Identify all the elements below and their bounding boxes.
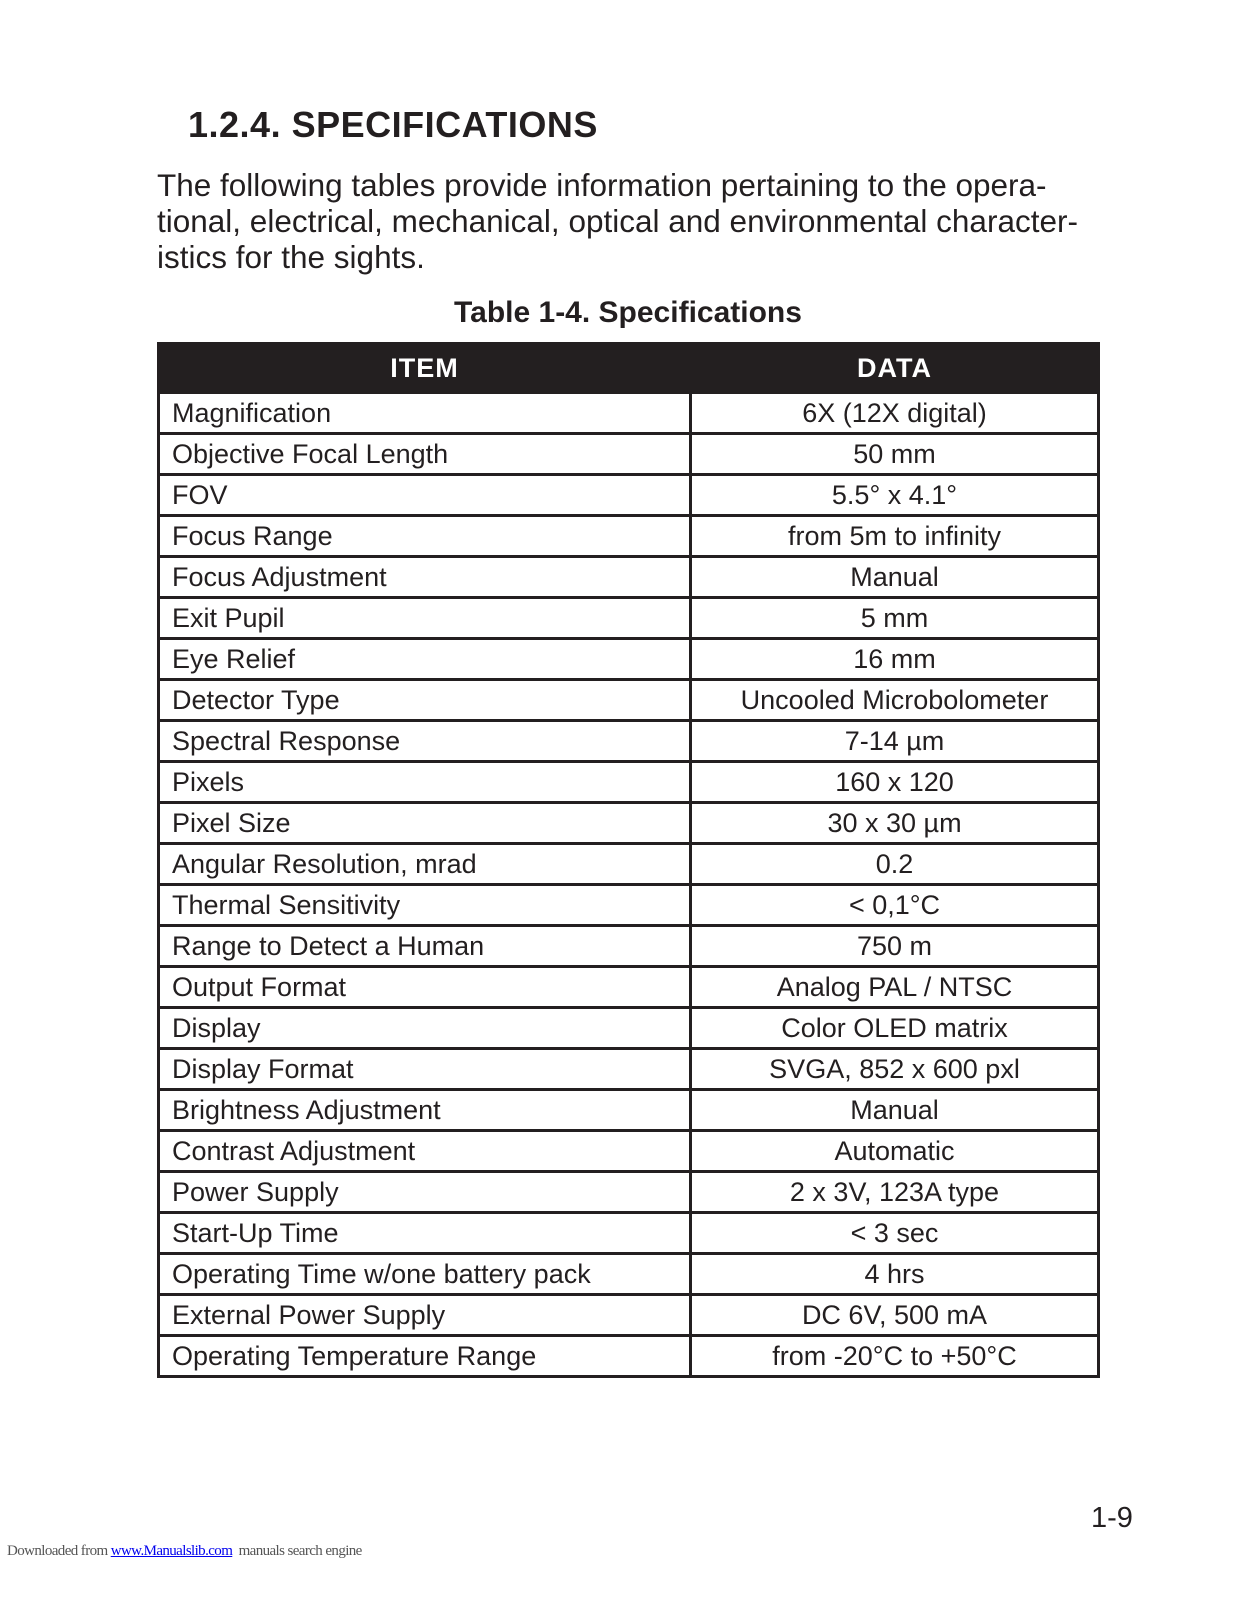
- column-header-data: DATA: [691, 344, 1099, 393]
- footer-prefix: Downloaded from: [7, 1543, 111, 1559]
- table-row: [159, 434, 1099, 475]
- spec-value: 0.2: [691, 844, 1099, 885]
- table-row: [159, 1049, 1099, 1090]
- table-row: [159, 557, 1099, 598]
- page-number: 1-9: [1091, 1502, 1133, 1534]
- table-row: [159, 680, 1099, 721]
- spec-item: FOV: [159, 475, 691, 516]
- intro-paragraph: [157, 167, 1102, 275]
- spec-value: 2 x 3V, 123A type: [691, 1172, 1099, 1213]
- spec-item: Detector Type: [159, 680, 691, 721]
- table-caption: Table 1-4. Specifications: [454, 296, 802, 329]
- table-row: [159, 1213, 1099, 1254]
- spec-item: Pixels: [159, 762, 691, 803]
- spec-item: Magnification: [159, 393, 691, 434]
- spec-value: 30 x 30 µm: [691, 803, 1099, 844]
- spec-item: Spectral Response: [159, 721, 691, 762]
- spec-value: < 3 sec: [691, 1213, 1099, 1254]
- download-footer: [7, 1543, 362, 1560]
- spec-item: Eye Relief: [159, 639, 691, 680]
- table-row: [159, 1131, 1099, 1172]
- intro-line: tional, electrical, mechanical, optical and environmental character-: [157, 203, 1078, 239]
- intro-line: istics for the sights.: [157, 239, 425, 275]
- spec-item: Angular Resolution, mrad: [159, 844, 691, 885]
- table-row: [159, 516, 1099, 557]
- table-row: [159, 762, 1099, 803]
- spec-value: SVGA, 852 x 600 pxl: [691, 1049, 1099, 1090]
- spec-value: Automatic: [691, 1131, 1099, 1172]
- spec-value: from -20°C to +50°C: [691, 1336, 1099, 1377]
- table-row: [159, 803, 1099, 844]
- spec-item: Display: [159, 1008, 691, 1049]
- table-row: [159, 1172, 1099, 1213]
- spec-item: Operating Time w/one battery pack: [159, 1254, 691, 1295]
- section-heading: 1.2.4. SPECIFICATIONS: [188, 104, 598, 145]
- table-row: [159, 1090, 1099, 1131]
- table-row: [159, 844, 1099, 885]
- table-header-row: [159, 344, 1099, 393]
- spec-value: 50 mm: [691, 434, 1099, 475]
- spec-value: 750 m: [691, 926, 1099, 967]
- spec-value: 6X (12X digital): [691, 393, 1099, 434]
- spec-item: Focus Adjustment: [159, 557, 691, 598]
- spec-value: 160 x 120: [691, 762, 1099, 803]
- footer-suffix: manuals search engine: [232, 1543, 362, 1559]
- table-row: [159, 721, 1099, 762]
- table-row: [159, 1254, 1099, 1295]
- table-row: [159, 639, 1099, 680]
- table-row: [159, 598, 1099, 639]
- intro-line: The following tables provide information pertaining to the opera-: [157, 167, 1047, 203]
- table-row: [159, 1336, 1099, 1377]
- column-header-item: ITEM: [159, 344, 691, 393]
- spec-item: Exit Pupil: [159, 598, 691, 639]
- table-row: [159, 1008, 1099, 1049]
- spec-item: Operating Temperature Range: [159, 1336, 691, 1377]
- spec-value: Analog PAL / NTSC: [691, 967, 1099, 1008]
- table-row: [159, 475, 1099, 516]
- table-row: [159, 926, 1099, 967]
- spec-value: < 0,1°C: [691, 885, 1099, 926]
- table-body: [159, 393, 1099, 1377]
- spec-value: Uncooled Microbolometer: [691, 680, 1099, 721]
- spec-value: Manual: [691, 557, 1099, 598]
- spec-value: Manual: [691, 1090, 1099, 1131]
- table-row: [159, 967, 1099, 1008]
- spec-item: Range to Detect a Human: [159, 926, 691, 967]
- spec-value: Color OLED matrix: [691, 1008, 1099, 1049]
- spec-item: Output Format: [159, 967, 691, 1008]
- spec-value: 16 mm: [691, 639, 1099, 680]
- spec-value: 5 mm: [691, 598, 1099, 639]
- spec-item: Start-Up Time: [159, 1213, 691, 1254]
- spec-value: DC 6V, 500 mA: [691, 1295, 1099, 1336]
- spec-item: Pixel Size: [159, 803, 691, 844]
- table-row: [159, 885, 1099, 926]
- spec-item: Objective Focal Length: [159, 434, 691, 475]
- spec-item: Display Format: [159, 1049, 691, 1090]
- spec-value: 5.5° x 4.1°: [691, 475, 1099, 516]
- spec-item: Power Supply: [159, 1172, 691, 1213]
- spec-item: Focus Range: [159, 516, 691, 557]
- spec-item: Contrast Adjustment: [159, 1131, 691, 1172]
- table-row: [159, 393, 1099, 434]
- spec-item: Brightness Adjustment: [159, 1090, 691, 1131]
- spec-item: Thermal Sensitivity: [159, 885, 691, 926]
- spec-value: from 5m to infinity: [691, 516, 1099, 557]
- spec-item: External Power Supply: [159, 1295, 691, 1336]
- table-row: [159, 1295, 1099, 1336]
- manualslib-link[interactable]: www.Manualslib.com: [110, 1543, 233, 1559]
- specifications-table: [157, 342, 1100, 1378]
- spec-value: 7-14 µm: [691, 721, 1099, 762]
- spec-value: 4 hrs: [691, 1254, 1099, 1295]
